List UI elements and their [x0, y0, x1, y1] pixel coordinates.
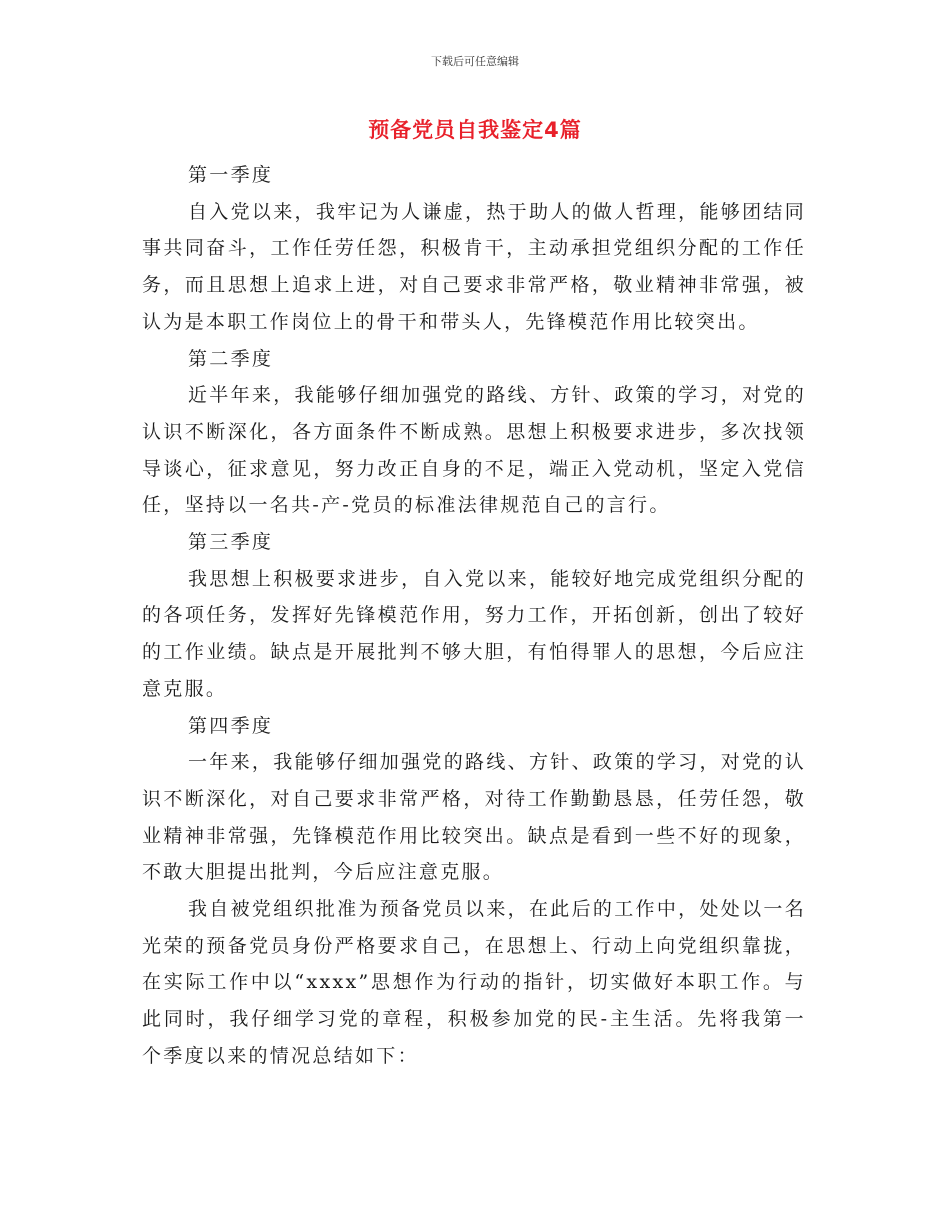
section-heading-q1: 第一季度 — [188, 164, 274, 186]
paragraph-q1: 自入党以来，我牢记为人谦虚，热于助人的做人哲理，能够团结同事共同奋斗，工作任劳任怨，积极肯干，主动承担党组织分配的工作任务，而且思想上追求上进，对自己要求非常严格，敬业精神非常强，被认为是本职工作岗位上的骨干和带头人，先锋模范作用比较突出。 — [142, 200, 806, 333]
section-heading-q4: 第四季度 — [188, 714, 274, 737]
header-note: 下载后可任意编辑 — [431, 55, 519, 68]
paragraph-q3: 我思想上积极要求进步，自入党以来，能较好地完成党组织分配的的各项任务，发挥好先锋模范作用，努力工作，开拓创新，创出了较好的工作业绩。缺点是开展批判不够大胆，有怕得罪人的思想，今后应注意克服。 — [142, 567, 806, 700]
section-heading-q3: 第三季度 — [188, 531, 274, 554]
section-heading-q2: 第二季度 — [188, 347, 274, 370]
paragraph-summary: 我自被党组织批准为预备党员以来，在此后的工作中，处处以一名光荣的预备党员身份严格要求自己，在思想上、行动上向党组织靠拢，在实际工作中以“xxxx”思想作为行动的指针，切实做好本职工作。与此同时，我仔细学习党的章程，积极参加党的民-主生活。先将我第一个季度以来的情况总结如下： — [142, 898, 806, 1067]
document-title: 预备党员自我鉴定4篇 — [368, 118, 582, 142]
paragraph-q2: 近半年来，我能够仔细加强党的路线、方针、政策的学习，对党的认识不断深化，各方面条件不断成熟。思想上积极要求进步，多次找领导谈心，征求意见，努力改正自身的不足，端正入党动机，坚定入党信任，坚持以一名共-产-党员的标准法律规范自己的言行。 — [142, 384, 806, 517]
document-body — [142, 157, 806, 1075]
paragraph-q4: 一年来，我能够仔细加强党的路线、方针、政策的学习，对党的认识不断深化，对自己要求非常严格，对待工作勤勤恳恳，任劳任怨，敬业精神非常强，先锋模范作用比较突出。缺点是看到一些不好的现象，不敢大胆提出批判，今后应注意克服。 — [142, 751, 806, 884]
